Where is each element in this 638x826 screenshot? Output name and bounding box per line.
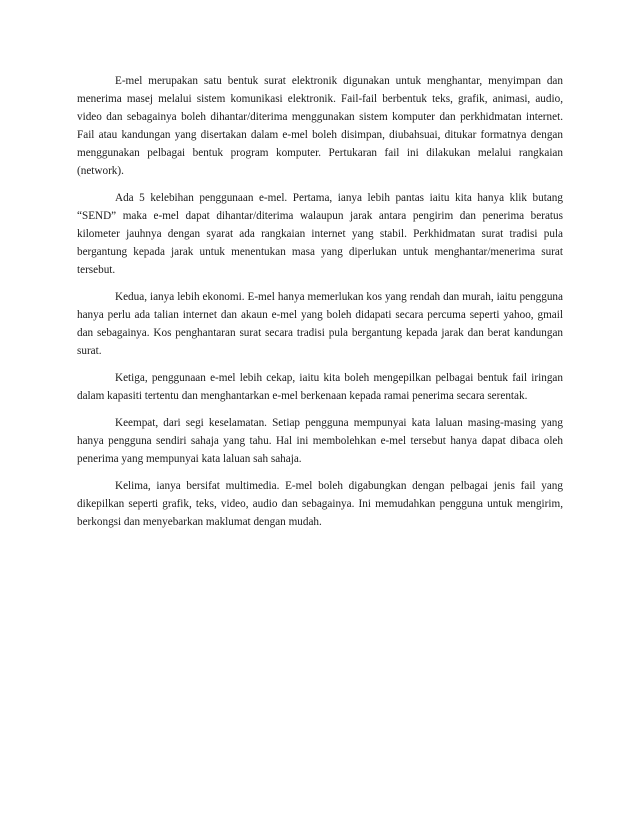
paragraph-second-advantage: Kedua, ianya lebih ekonomi. E-mel hanya memerlukan kos yang rendah dan murah, iaitu pengguna hanya perlu ada talian internet dan akaun e-mel yang boleh didapati secara percuma seperti yahoo, gmail dan sebagainya. Kos penghantaran surat secara tradisi pula bergantung kepada jarak dan berat kandungan surat.: [77, 291, 563, 357]
paragraph-first-advantage: Ada 5 kelebihan penggunaan e-mel. Pertama, ianya lebih pantas iaitu kita hanya klik butang “SEND” maka e-mel dapat dihantar/diterima walaupun jarak antara pengirim dan penerima beratus kilometer jauhnya dengan syarat ada rangkaian internet yang stabil. Perkhidmatan surat tradisi pula bergantung kepada jarak untuk menentukan masa yang diperlukan untuk menghantar/menerima surat tersebut.: [77, 192, 563, 276]
paragraph-third-advantage: Ketiga, penggunaan e-mel lebih cekap, iaitu kita boleh mengepilkan pelbagai bentuk fail iringan dalam kapasiti tertentu dan menghantarkan e-mel berkenaan kepada ramai penerima secara serentak.: [77, 372, 563, 402]
paragraph-fifth-advantage: Kelima, ianya bersifat multimedia. E-mel boleh digabungkan dengan pelbagai jenis fail yang dikepilkan seperti grafik, teks, video, audio dan sebagainya. Ini memudahkan pengguna untuk mengirim, berkongsi dan menyebarkan maklumat dengan mudah.: [77, 480, 563, 528]
paragraph-fourth-advantage: Keempat, dari segi keselamatan. Setiap pengguna mempunyai kata laluan masing-masing yang hanya pengguna sendiri sahaja yang tahu. Hal ini membolehkan e-mel tersebut hanya dapat dibaca oleh penerima yang mempunyai kata laluan sah sahaja.: [77, 417, 563, 465]
document-body: [77, 72, 563, 540]
paragraph-intro: E-mel merupakan satu bentuk surat elektronik digunakan untuk menghantar, menyimpan dan menerima masej melalui sistem komunikasi elektronik. Fail-fail berbentuk teks, grafik, animasi, audio, video dan sebagainya boleh dihantar/diterima menggunakan sistem komputer dan perkhidmatan internet. Fail atau kandungan yang disertakan dalam e-mel boleh disimpan, diubahsuai, ditukar formatnya dengan menggunakan pelbagai bentuk program komputer. Pertukaran fail ini dilakukan melalui rangkaian (network).: [77, 75, 563, 177]
